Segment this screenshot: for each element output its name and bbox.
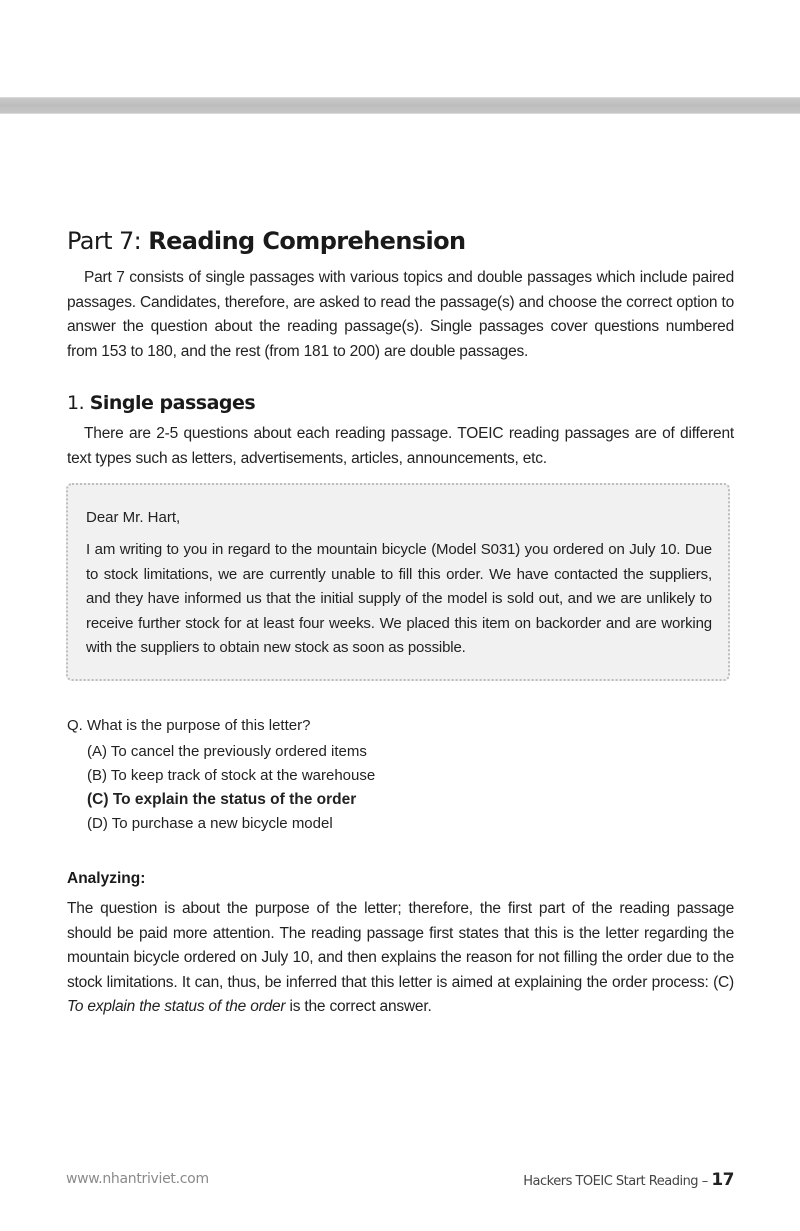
page-number: 17: [711, 1170, 734, 1190]
option-b: (B) To keep track of stock at the warehouse: [87, 767, 376, 784]
page-title: [67, 226, 466, 256]
footer-book-info: [523, 1170, 734, 1190]
analysis-label: Analyzing:: [67, 870, 146, 887]
section-title: Single passages: [89, 392, 256, 414]
section-number: 1.: [67, 392, 85, 414]
answer-options: [87, 740, 375, 836]
part-title-text: Reading Comprehension: [148, 227, 466, 255]
question-text: Q. What is the purpose of this letter?: [67, 717, 311, 734]
header-decorative-bar: [0, 97, 800, 114]
option-a: (A) To cancel the previously ordered items: [87, 743, 367, 760]
analysis-paragraph: [67, 897, 734, 1020]
option-d: (D) To purchase a new bicycle model: [87, 815, 333, 832]
analysis-text-after: is the correct answer.: [285, 998, 432, 1015]
section-heading: [67, 390, 255, 416]
option-c-correct: (C) To explain the status of the order: [87, 791, 357, 808]
letter-greeting: Dear Mr. Hart,: [86, 509, 181, 526]
analysis-text-before: The question is about the purpose of the letter; therefore, the first part of the reading passage should be paid more attention. The reading passage first states that this is the letter regarding the mountain bicycle ordered on July 10, and then explains the reason for not filling the order due to the stock limitations. It can, thus, be inferred that this letter is aimed at explaining the order process: (C): [67, 900, 734, 991]
footer-website: www.nhantriviet.com: [66, 1171, 209, 1187]
section-description-text: There are 2-5 questions about each reading passage. TOEIC reading passages are of different text types such as letters, advertisements, articles, announcements, etc.: [67, 425, 734, 467]
part-label: Part 7:: [67, 227, 142, 255]
section-description: [67, 422, 734, 471]
analysis-answer-italic: To explain the status of the order: [67, 998, 286, 1015]
intro-paragraph: [67, 266, 734, 364]
letter-body: I am writing to you in regard to the mountain bicycle (Model S031) you ordered on July 10. Due to stock limitations, we are currently unable to fill this order. We have contacted the suppliers, and they have informed us that the initial supply of the model is sold out, and we are unlikely to receive further stock for at least four weeks. We placed this item on backorder and are working with the suppliers to obtain new stock as soon as possible.: [86, 541, 712, 656]
footer-book-title: Hackers TOEIC Start Reading –: [523, 1174, 712, 1189]
intro-text: Part 7 consists of single passages with various topics and double passages which include paired passages. Candidates, therefore, are asked to read the passage(s) and choose the correct option to answer the question about the reading passage(s). Single passages cover questions numbered from 153 to 180, and the rest (from 181 to 200) are double passages.: [67, 269, 734, 360]
